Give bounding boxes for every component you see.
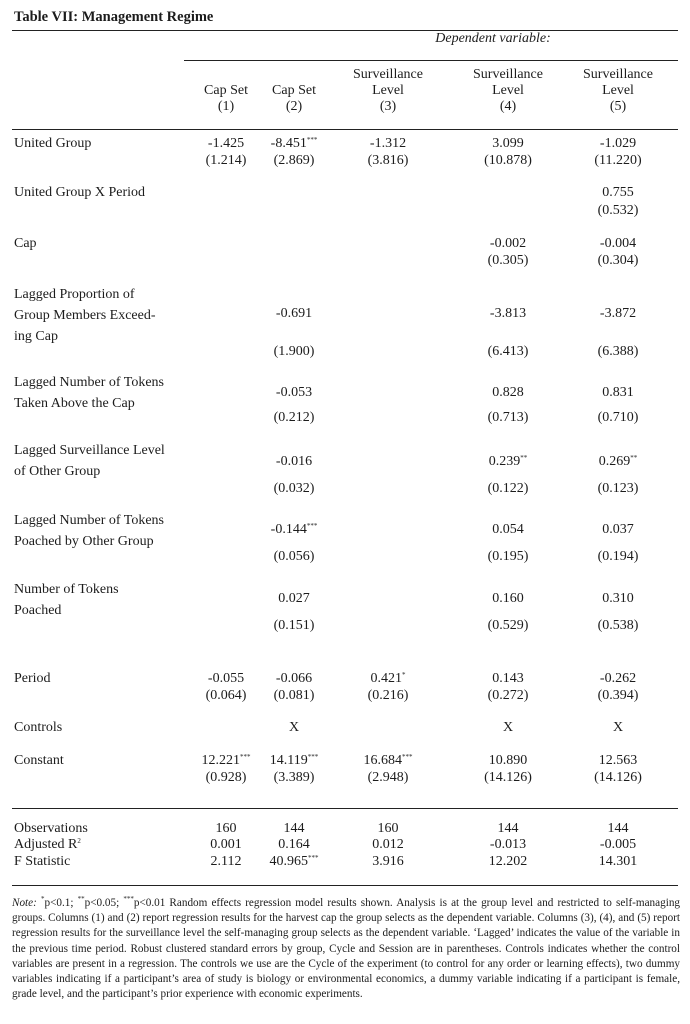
header-bottom-rule [12, 129, 678, 130]
row-0-se-col4: (10.878) [484, 153, 532, 168]
row-8-coef-col3 [338, 670, 438, 687]
column-header-2: Cap Set [272, 83, 316, 98]
row-1-se-col5: (0.532) [597, 203, 639, 218]
row-8-se-col1: (0.064) [205, 688, 247, 703]
row-3-coef-col5 [568, 305, 668, 322]
header-rule [184, 60, 678, 61]
row-2-se-col4: (0.305) [487, 253, 529, 268]
stat-1-col2 [244, 836, 344, 853]
column-number-5: (5) [609, 99, 627, 114]
row-6-coef-col5 [568, 521, 668, 538]
stat-value: 14.301 [598, 854, 638, 869]
row-7-label-line2: Poached [14, 603, 62, 618]
row-8-se-col3: (0.216) [367, 688, 409, 703]
note-body: Random effects regression model results shown. Analysis is at the group level and restricted to self-managing groups. Columns (1) and (2) report regression results for the harvest cap the group selects as the dependent variable. Columns (3), (4), and (5) report regression results for the surveillance level the self-managing group selects as the dependent variable. ‘Lagged’ indicates the value of the variable in the previous time period. Robust clustered standard errors by group, Cycle and Session are in parentheses. Controls indicates whether the control variables are present in a regression. The controls we use are the Cycle of the experiment (to control for any order or learning effects), two dummy variables indicating if a participant’s area of study is biology or environmental economics, a dummy variable indicating if a participant is female, grade level, and the participant’s prior experience with economic experiments. [12, 897, 681, 1001]
row-8-label-line1: Period [14, 671, 51, 686]
stat-label-text: F Statistic [14, 854, 71, 869]
sig3-star: *** [123, 895, 134, 903]
row-0-coef-col3 [338, 135, 438, 152]
row-10-label-line1: Constant [14, 753, 64, 768]
significance-stars: *** [402, 753, 413, 761]
stat-0-col3 [338, 820, 438, 837]
significance-stars: * [402, 671, 406, 679]
row-6-label-line1: Lagged Number of Tokens [14, 513, 165, 528]
row-1-coef-col5 [568, 184, 668, 201]
stat-label-text: Observations [14, 821, 88, 836]
stat-value: 40.965 [269, 854, 308, 869]
significance-stars: *** [306, 522, 318, 530]
coef-value: 0.027 [278, 591, 310, 606]
row-7-se-col5: (0.538) [597, 618, 639, 633]
row-8-coef-col4 [458, 670, 558, 687]
stats-top-rule [12, 808, 678, 809]
stat-1-col4 [458, 836, 558, 853]
row-8-coef-col2 [244, 670, 344, 687]
row-5-se-col2: (0.032) [273, 481, 315, 496]
row-4-se-col2: (0.212) [273, 410, 315, 425]
row-0-coef-col2 [244, 135, 344, 152]
coef-value: X [502, 720, 514, 735]
row-2-coef-col4 [458, 235, 558, 252]
coef-value: 0.143 [492, 671, 524, 686]
row-10-se-col2: (3.389) [273, 770, 315, 785]
row-9-label-line1: Controls [14, 720, 63, 735]
row-6-se-col2: (0.056) [273, 549, 315, 564]
stat-2-col3 [338, 853, 438, 870]
row-4-coef-col5 [568, 384, 668, 401]
row-7-coef-col4 [458, 590, 558, 607]
coef-value: 0.037 [602, 522, 634, 537]
row-8-se-col2: (0.081) [273, 688, 315, 703]
row-0-coef-col4 [458, 135, 558, 152]
stat-2-col4 [458, 853, 558, 870]
row-0-coef-col5 [568, 135, 668, 152]
row-3-label-line2: Group Members Exceed- [14, 308, 156, 323]
row-10-coef-col5 [568, 752, 668, 769]
stat-1-col5 [568, 836, 668, 853]
significance-stars: ** [520, 454, 528, 462]
coef-value: X [612, 720, 624, 735]
row-4-se-col5: (0.710) [597, 410, 639, 425]
row-7-coef-col2 [244, 590, 344, 607]
row-7-coef-col5 [568, 590, 668, 607]
row-5-coef-col4 [458, 453, 558, 470]
row-4-label-line2: Taken Above the Cap [14, 396, 135, 411]
column-header-5-line2: Level [602, 83, 634, 98]
stat-value: 144 [497, 821, 519, 836]
stat-value: 2.112 [210, 854, 242, 869]
coef-value: -1.029 [599, 136, 637, 151]
row-0-se-col5: (11.220) [594, 153, 642, 168]
coef-value: 16.684 [363, 753, 402, 768]
stat-value: -0.013 [489, 837, 527, 852]
row-0-se-col3: (3.816) [367, 153, 409, 168]
coef-value: -0.004 [599, 236, 637, 251]
row-5-coef-col2 [244, 453, 344, 470]
column-header-4-line1: Surveillance [473, 67, 543, 82]
coef-value: 14.119 [269, 753, 308, 768]
row-0-label-line1: United Group [14, 136, 92, 151]
coef-value: -0.002 [489, 236, 527, 251]
significance-stars: ** [630, 454, 638, 462]
sig2-star: ** [77, 895, 85, 903]
row-6-coef-col2 [244, 521, 344, 538]
coef-value: 0.755 [602, 185, 634, 200]
stat-value: 0.012 [372, 837, 404, 852]
coef-value: -1.312 [369, 136, 407, 151]
column-header-4-line2: Level [492, 83, 524, 98]
sig1-star: * [40, 895, 45, 903]
row-0-se-col1: (1.214) [205, 153, 247, 168]
row-7-label-line1: Number of Tokens [14, 582, 119, 597]
coef-value: -8.451 [270, 136, 307, 151]
coef-value: -0.144 [270, 522, 307, 537]
row-10-coef-col4 [458, 752, 558, 769]
coef-value: -0.055 [207, 671, 245, 686]
row-4-label-line1: Lagged Number of Tokens [14, 375, 165, 390]
stat-label-superscript: 2 [77, 837, 81, 845]
table-title: Table VII: Management Regime [14, 9, 214, 25]
stat-2-col2 [244, 853, 344, 870]
column-number-4: (4) [499, 99, 517, 114]
coef-value: 0.269 [598, 454, 631, 469]
coef-value: -0.016 [275, 454, 313, 469]
row-4-coef-col4 [458, 384, 558, 401]
row-3-label-line3: ing Cap [14, 329, 58, 344]
significance-stars: *** [308, 854, 319, 862]
row-8-se-col5: (0.394) [597, 688, 639, 703]
stat-value: 160 [215, 821, 237, 836]
row-0-se-col2: (2.869) [273, 153, 315, 168]
stat-label-text: Adjusted R [14, 837, 78, 852]
stat-2-label [14, 853, 70, 870]
coef-value: -0.066 [275, 671, 313, 686]
row-3-se-col4: (6.413) [487, 344, 529, 359]
table-note [12, 896, 680, 1002]
stat-value: 12.202 [488, 854, 528, 869]
stat-value: 0.164 [278, 837, 310, 852]
column-header-3-line1: Surveillance [353, 67, 423, 82]
significance-stars: *** [307, 753, 319, 761]
stat-value: 144 [283, 821, 305, 836]
row-5-coef-col5 [568, 453, 668, 470]
coef-value: -0.053 [275, 385, 313, 400]
row-6-se-col5: (0.194) [597, 549, 639, 564]
row-3-coef-col4 [458, 305, 558, 322]
sig2-text: p<0.05; [84, 897, 124, 909]
row-10-coef-col2 [244, 752, 344, 769]
coef-value: 0.239 [488, 454, 521, 469]
row-2-coef-col5 [568, 235, 668, 252]
coef-value: -3.813 [489, 306, 527, 321]
column-header-3-line2: Level [372, 83, 404, 98]
stat-0-col4 [458, 820, 558, 837]
coef-value: 3.099 [492, 136, 524, 151]
row-2-label-line1: Cap [14, 236, 37, 251]
row-7-se-col2: (0.151) [273, 618, 315, 633]
stat-value: 160 [377, 821, 399, 836]
sig3-text: p<0.01 [133, 897, 166, 909]
stat-value: 0.001 [210, 837, 242, 852]
row-9-coef-col5 [568, 719, 668, 736]
column-header-5-line1: Surveillance [583, 67, 653, 82]
coef-value: 12.221 [201, 753, 240, 768]
stat-value: 3.916 [372, 854, 404, 869]
row-3-label-line1: Lagged Proportion of [14, 287, 135, 302]
row-10-coef-col3 [338, 752, 438, 769]
row-2-se-col5: (0.304) [597, 253, 639, 268]
column-number-1: (1) [217, 99, 235, 114]
row-5-se-col4: (0.122) [487, 481, 529, 496]
row-3-se-col5: (6.388) [597, 344, 639, 359]
stat-1-label [14, 836, 81, 853]
row-3-se-col2: (1.900) [273, 344, 315, 359]
coef-value: 10.890 [488, 753, 528, 768]
coef-value: -0.691 [275, 306, 313, 321]
coef-value: 0.831 [602, 385, 634, 400]
coef-value: -1.425 [207, 136, 245, 151]
row-10-se-col4: (14.126) [484, 770, 532, 785]
row-9-coef-col2 [244, 719, 344, 736]
coef-value: 0.054 [492, 522, 524, 537]
column-number-3: (3) [379, 99, 397, 114]
row-6-se-col4: (0.195) [487, 549, 529, 564]
stat-0-col5 [568, 820, 668, 837]
column-number-2: (2) [285, 99, 303, 114]
row-6-coef-col4 [458, 521, 558, 538]
row-1-label-line1: United Group X Period [14, 185, 146, 200]
coef-value: -0.262 [599, 671, 637, 686]
row-5-label-line1: Lagged Surveillance Level [14, 443, 165, 458]
stat-0-label [14, 820, 88, 837]
bottom-rule [12, 885, 678, 886]
column-header-1: Cap Set [204, 83, 248, 98]
coef-value: 0.421 [370, 671, 402, 686]
row-5-se-col5: (0.123) [597, 481, 639, 496]
stat-0-col2 [244, 820, 344, 837]
coef-value: X [288, 720, 300, 735]
sig1-text: p<0.1; [44, 897, 78, 909]
row-10-se-col1: (0.928) [205, 770, 247, 785]
row-10-se-col3: (2.948) [367, 770, 409, 785]
row-8-se-col4: (0.272) [487, 688, 529, 703]
row-3-coef-col2 [244, 305, 344, 322]
coef-value: 0.310 [602, 591, 634, 606]
significance-stars: *** [306, 136, 318, 144]
coef-value: 12.563 [598, 753, 638, 768]
stat-1-col3 [338, 836, 438, 853]
row-4-se-col4: (0.713) [487, 410, 529, 425]
dependent-variable-label: Dependent variable: [435, 31, 551, 46]
row-4-coef-col2 [244, 384, 344, 401]
row-5-label-line2: of Other Group [14, 464, 101, 479]
coef-value: 0.828 [492, 385, 524, 400]
row-9-coef-col4 [458, 719, 558, 736]
stat-2-col5 [568, 853, 668, 870]
note-lead: Note: [12, 897, 37, 909]
coef-value: -3.872 [599, 306, 637, 321]
stat-value: -0.005 [599, 837, 637, 852]
significance-stars: *** [240, 753, 251, 761]
stat-value: 144 [607, 821, 629, 836]
row-8-coef-col5 [568, 670, 668, 687]
coef-value: 0.160 [492, 591, 524, 606]
row-6-label-line2: Poached by Other Group [14, 534, 154, 549]
row-7-se-col4: (0.529) [487, 618, 529, 633]
row-10-se-col5: (14.126) [594, 770, 642, 785]
